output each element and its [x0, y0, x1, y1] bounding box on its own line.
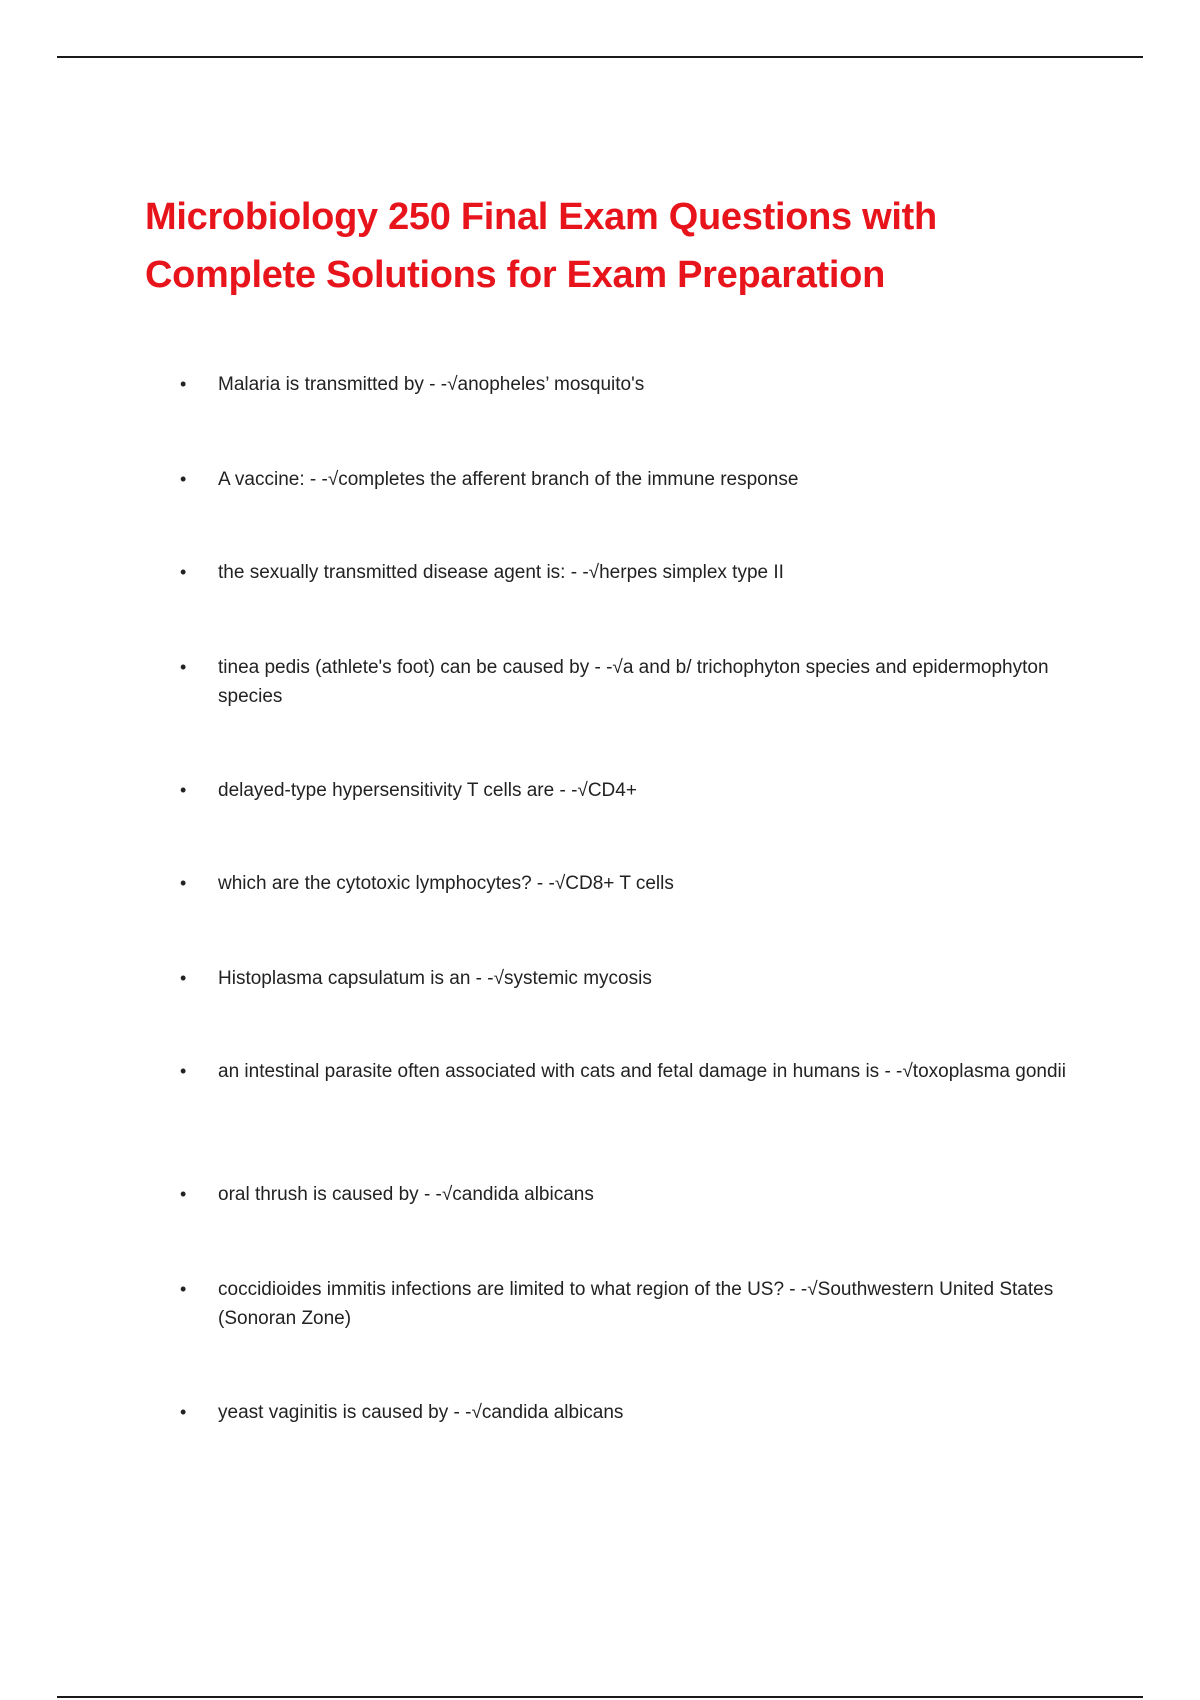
- bullet-icon: •: [180, 780, 187, 800]
- bullet-icon: •: [180, 873, 187, 893]
- question-answer-text: coccidioides immitis infections are limited to what region of the US? - -√Southwestern United States (Sonoran Zone): [218, 1279, 1054, 1329]
- bullet-icon: •: [180, 1279, 187, 1299]
- list-item: [180, 653, 1080, 711]
- list-item: [180, 1057, 1080, 1086]
- question-answer-text: Histoplasma capsulatum is an - -√systemic mycosis: [218, 968, 652, 989]
- question-answer-text: an intestinal parasite often associated with cats and fetal damage in humans is - -√toxoplasma gondii: [218, 1061, 1066, 1082]
- list-item: [180, 776, 1080, 805]
- title-line-2: Complete Solutions for Exam Preparation: [145, 254, 885, 296]
- bullet-icon: •: [180, 469, 187, 489]
- list-item: [180, 1275, 1080, 1333]
- list-item: [180, 558, 1080, 587]
- question-answer-text: which are the cytotoxic lymphocytes? - -√CD8+ T cells: [218, 873, 674, 894]
- list-item: [180, 869, 1080, 898]
- list-item: [180, 465, 1080, 494]
- list-item: [180, 964, 1080, 993]
- bullet-icon: •: [180, 1184, 187, 1204]
- bullet-icon: •: [180, 374, 187, 394]
- question-answer-text: tinea pedis (athlete's foot) can be caused by - -√a and b/ trichophyton species and epidermophyton species: [218, 657, 1049, 707]
- question-answer-text: Malaria is transmitted by - -√anopheles’ mosquito's: [218, 374, 645, 395]
- footer-rule: [57, 1696, 1143, 1698]
- bullet-icon: •: [180, 657, 187, 677]
- question-answer-text: delayed-type hypersensitivity T cells are - -√CD4+: [218, 780, 637, 801]
- list-item: [180, 370, 1080, 399]
- title-line-1: Microbiology 250 Final Exam Questions with: [145, 196, 937, 238]
- bullet-icon: •: [180, 1061, 187, 1081]
- question-answer-text: A vaccine: - -√completes the afferent branch of the immune response: [218, 469, 799, 490]
- bullet-icon: •: [180, 1402, 187, 1422]
- question-answer-text: yeast vaginitis is caused by - -√candida albicans: [218, 1402, 624, 1423]
- list-item: [180, 1180, 1080, 1209]
- list-item: [180, 1398, 1080, 1427]
- question-answer-text: the sexually transmitted disease agent is: - -√herpes simplex type II: [218, 562, 784, 583]
- bullet-icon: •: [180, 562, 187, 582]
- bullet-icon: •: [180, 968, 187, 988]
- question-answer-text: oral thrush is caused by - -√candida albicans: [218, 1184, 594, 1205]
